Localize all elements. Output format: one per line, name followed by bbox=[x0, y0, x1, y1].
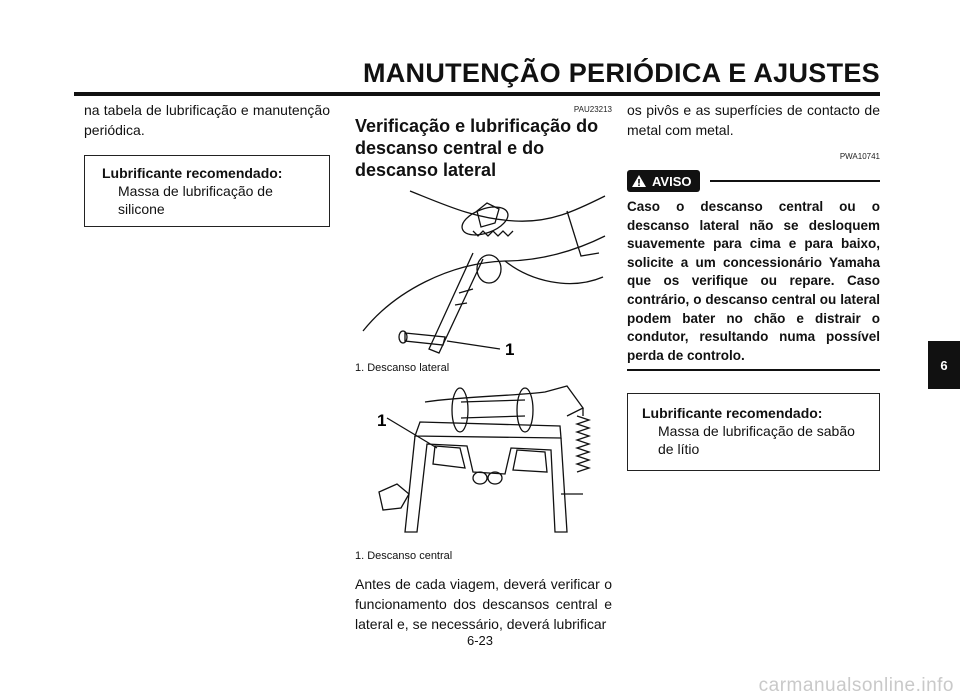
side-stand-callout: 1 bbox=[505, 340, 515, 356]
left-paragraph: na tabela de lubrificação e manutenção periódica. bbox=[84, 102, 330, 138]
middle-paragraph: Antes de cada viagem, deverá verificar o funcionamento dos descansos central e lateral e, se necessário, deverá lubrificar bbox=[355, 576, 612, 632]
warning-text: Caso o descanso central ou o descanso lateral não se desloquem suavemente para cima e para baixo, solicite a um concessionário Yamaha que os verifique ou repare. Caso contrário, o descanso central ou lateral podem bater no chão e distrair o condutor, resultando numa possível perda de controlo. bbox=[627, 199, 880, 363]
warning-rule bbox=[710, 180, 881, 182]
side-stand-caption: 1. Descanso lateral bbox=[355, 362, 450, 374]
lubricant-box-silicone bbox=[84, 155, 330, 227]
warning-label: AVISO bbox=[652, 173, 692, 189]
lubricant-label: Lubrificante recomendado: bbox=[102, 165, 283, 181]
chapter-tab: 6 bbox=[928, 341, 960, 389]
section-title: Verificação e lubrificação do descanso central e do descanso lateral bbox=[355, 116, 599, 180]
lubricant-value: Massa de lubrificação de silicone bbox=[118, 183, 273, 217]
header-rule bbox=[74, 92, 880, 96]
center-stand-illustration bbox=[355, 382, 612, 540]
center-stand-callout: 1 bbox=[377, 411, 387, 430]
center-stand-caption: 1. Descanso central bbox=[355, 550, 453, 562]
right-paragraph: os pivôs e as superfícies de contacto de metal com metal. bbox=[627, 102, 880, 138]
warning-badge bbox=[627, 170, 700, 192]
warning-code: PWA10741 bbox=[839, 152, 880, 161]
middle-column bbox=[355, 100, 612, 634]
warning-icon bbox=[631, 174, 647, 188]
watermark: carmanualsonline.info bbox=[758, 675, 954, 696]
warning-end-rule bbox=[627, 369, 880, 371]
page-header-title: MANUTENÇÃO PERIÓDICA E AJUSTES bbox=[362, 58, 880, 88]
lubricant-box-lithium bbox=[627, 393, 880, 471]
lubricant-label: Lubrificante recomendado: bbox=[642, 405, 823, 422]
left-column bbox=[84, 100, 330, 227]
side-stand-illustration bbox=[355, 181, 612, 356]
page-number: 6-23 bbox=[466, 633, 494, 648]
lubricant-value: Massa de lubrificação de sabão de lítio bbox=[658, 423, 855, 458]
section-code: PAU23213 bbox=[573, 105, 612, 114]
warning-header bbox=[627, 170, 880, 192]
right-column bbox=[627, 100, 880, 471]
